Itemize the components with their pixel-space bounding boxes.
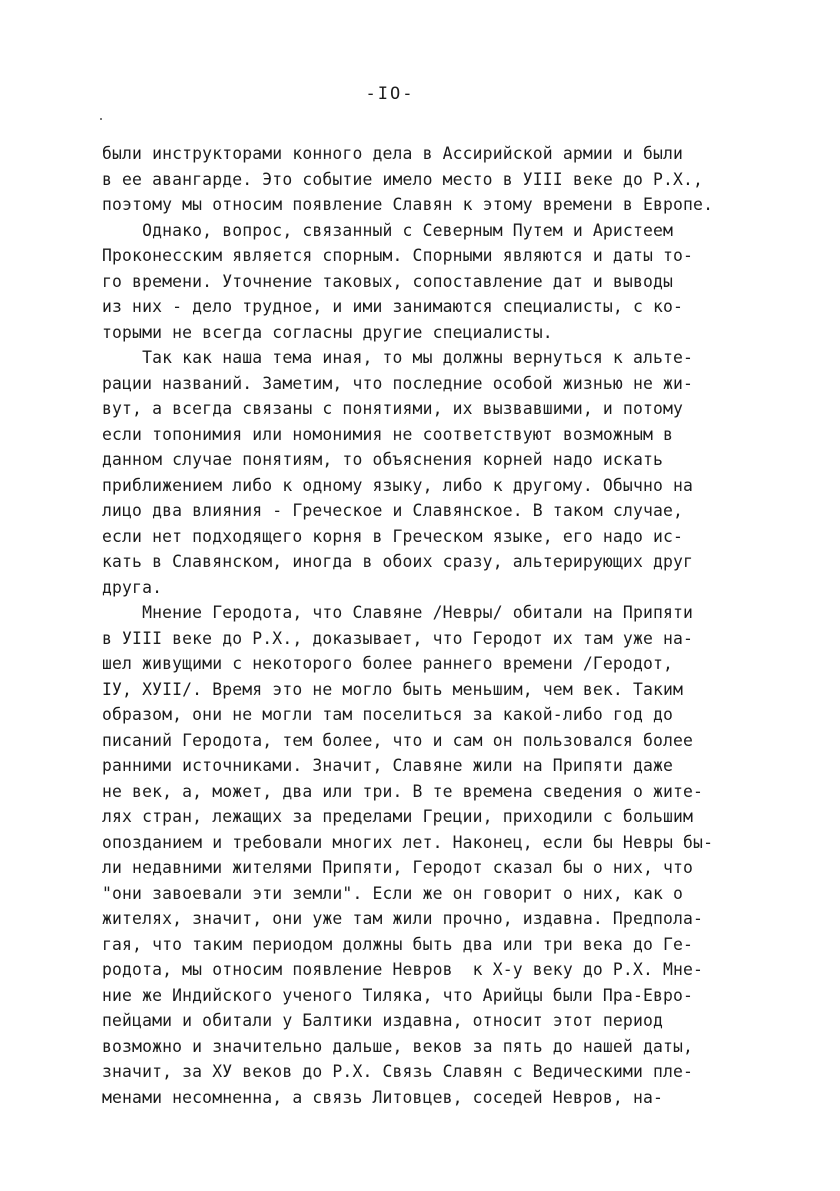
- text-line: шел живущими с некоторого более раннего времени /Геродот,: [102, 654, 674, 673]
- text-line: Так как наша тема иная, то мы должны вернуться к альте-: [102, 348, 694, 367]
- body-text: [102, 141, 742, 1110]
- text-line: ние же Индийского ученого Тиляка, что Арийцы были Пра-Евро-: [102, 985, 694, 1005]
- text-line: не век, а, может, два или три. В те времена сведения о жите-: [102, 781, 704, 801]
- text-line: торыми не всегда согласны другие специалисты.: [102, 322, 553, 342]
- text-line: возможно и значительно дальше, веков за пять до нашей даты,: [102, 1036, 694, 1056]
- text-line: Однако, вопрос, связанный с Северным Путем и Аристеем: [102, 220, 674, 240]
- text-line: го времени. Уточнение таковых, сопоставление дат и выводы: [102, 271, 674, 291]
- text-line: лях стран, лежащих за пределами Греции, приходили с большим: [102, 807, 694, 826]
- text-line: родота, мы относим появление Невров к Х-у веку до Р.Х. Мне-: [102, 960, 704, 979]
- text-line: Мнение Геродота, что Славяне /Невры/ обитали на Припяти: [102, 603, 694, 622]
- text-line: ли недавними жителями Припяти, Геродот сказал бы о них, что: [102, 858, 694, 877]
- text-line: менами несомненна, а связь Литовцев, соседей Невров, на-: [102, 1087, 664, 1107]
- text-line: пейцами и обитали у Балтики издавна, относит этот период: [102, 1011, 664, 1030]
- text-line: опозданием и требовали многих лет. Наконец, если бы Невры бы-: [102, 832, 714, 852]
- text-line: были инструкторами конного дела в Ассирийской армии и были: [102, 144, 684, 163]
- text-line: если топонимия или номонимия не соответствуют возможным в: [102, 424, 674, 444]
- text-line: вут, а всегда связаны с понятиями, их вызвавшими, и потому: [102, 399, 684, 418]
- text-line: ранними источниками. Значит, Славяне жили на Припяти даже: [102, 756, 674, 775]
- text-line: жителях, значит, они уже там жили прочно, издавна. Предпола-: [102, 909, 704, 928]
- text-line: друга.: [102, 577, 163, 597]
- text-line: образом, они не могли там поселиться за какой-либо год до: [102, 705, 674, 724]
- text-line: гая, что таким периодом должны быть два или три века до Ге-: [102, 934, 694, 954]
- text-line: писаний Геродота, тем более, что и сам он пользовался более: [102, 730, 694, 750]
- text-line: рации названий. Заметим, что последние особой жизнью не жи-: [102, 373, 694, 393]
- text-line: Проконесским является спорным. Спорными являются и даты то-: [102, 246, 694, 265]
- text-line: если нет подходящего корня в Греческом языке, его надо ис-: [102, 526, 684, 546]
- text-line: в УIII веке до Р.Х., доказывает, что Геродот их там уже на-: [102, 628, 694, 648]
- text-line: данном случае понятиям, то объяснения корней надо искать: [102, 450, 664, 469]
- text-line: из них - дело трудное, и ими занимаются специалисты, с ко-: [102, 297, 684, 316]
- text-line: приближением либо к одному языку, либо к другому. Обычно на: [102, 475, 694, 495]
- text-line: "они завоевали эти земли". Если же он говорит о них, как о: [102, 883, 684, 903]
- text-line: в ее авангарде. Это событие имело место в УIII веке до Р.Х.,: [102, 169, 704, 189]
- page-number: -IO-: [365, 84, 415, 104]
- text-line: кать в Славянском, иногда в обоих сразу, альтерирующих друг: [102, 552, 694, 571]
- text-line: поэтому мы относим появление Славян к этому времени в Европе.: [102, 195, 714, 214]
- text-line: лицо два влияния - Греческое и Славянское. В таком случае,: [102, 501, 684, 520]
- text-line: значит, за ХУ веков до Р.Х. Связь Славян с Ведическими пле-: [102, 1062, 694, 1081]
- text-line: IУ, ХУII/. Время это не могло быть меньшим, чем век. Таким: [102, 679, 684, 699]
- scan-mark: [100, 118, 102, 120]
